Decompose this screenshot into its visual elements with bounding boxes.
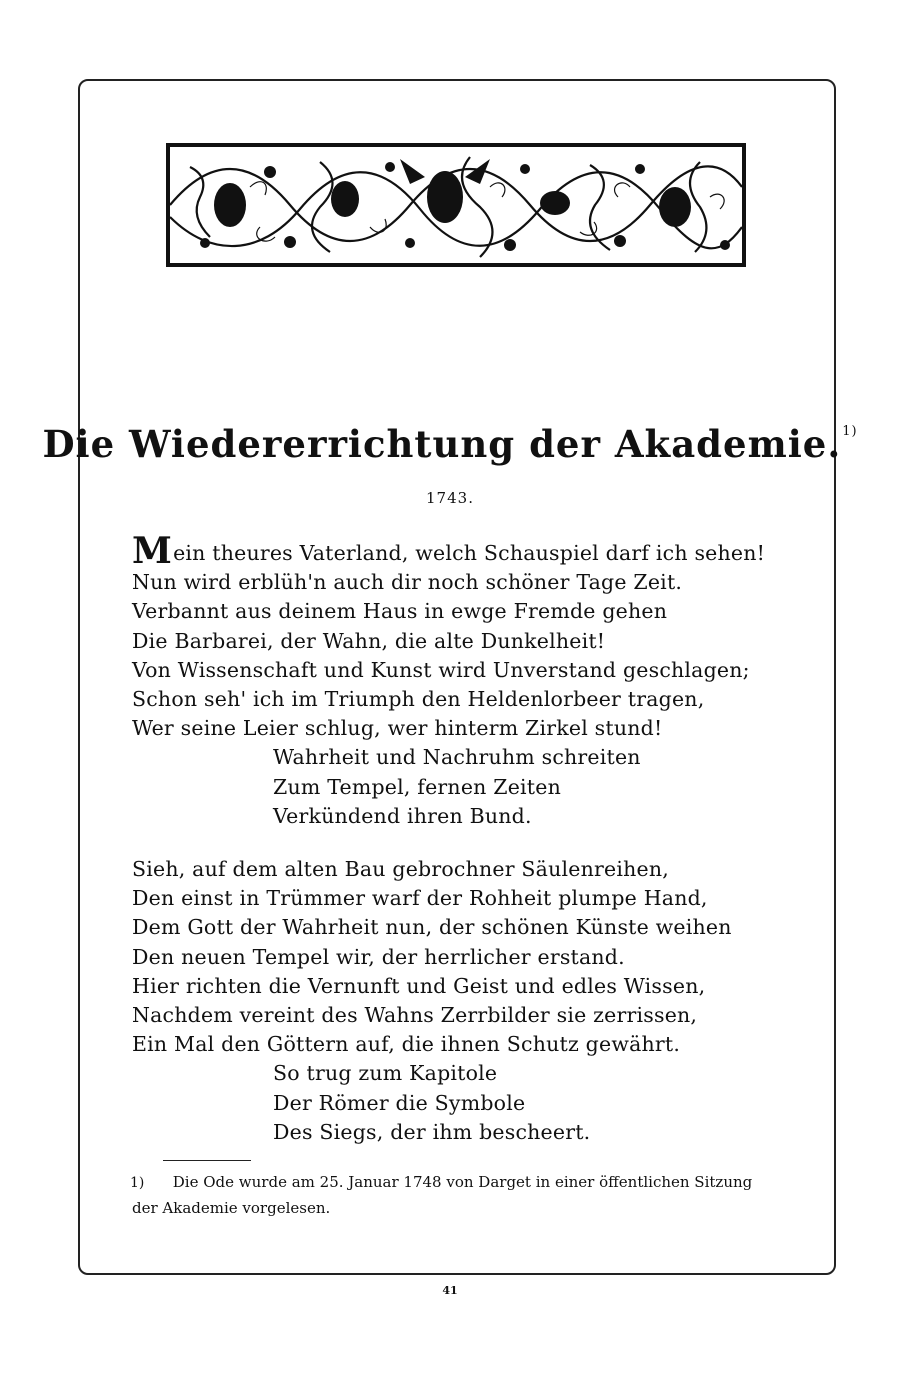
poem-title — [0, 422, 900, 466]
vine-ornament-graphic — [170, 147, 742, 263]
poem-title-text: Die Wiedererrichtung der Akademie. — [42, 422, 842, 466]
footnote-text: Die Ode wurde am 25. Januar 1748 von Darget in einer öffentlichen Sitzung der Akademie vorgelesen. — [132, 1173, 753, 1217]
verse-line-indented: Des Siegs, der ihm bescheert. — [273, 1119, 591, 1144]
verse-line: Von Wissenschaft und Kunst wird Unverstand geschlagen; — [132, 657, 750, 682]
verse-line: Sieh, auf dem alten Bau gebrochner Säulenreihen, — [132, 857, 669, 881]
verse-line: Verbannt aus deinem Haus in ewge Fremde gehen — [132, 599, 668, 624]
poem-year: 1743. — [426, 489, 474, 507]
verse-line-indented: Der Römer die Symbole — [273, 1090, 526, 1115]
verse-line-indented: Wahrheit und Nachruhm schreiten — [273, 745, 641, 770]
verse-line: Hier richten die Vernunft und Geist und edles Wissen, — [132, 973, 706, 998]
verse-line-indented: So trug zum Kapitole — [273, 1061, 498, 1086]
page-number: 41 — [442, 1284, 458, 1297]
verse-line-indented: Zum Tempel, fernen Zeiten — [273, 774, 561, 799]
verse-line: Wer seine Leier schlug, wer hinterm Zirkel stund! — [132, 716, 663, 741]
verse-line: Nun wird erblüh'n auch dir noch schöner Tage Zeit. — [132, 570, 683, 595]
footnote — [132, 1170, 782, 1221]
footnote-marker: 1) — [130, 1175, 145, 1191]
verse-line: Schon seh' ich im Triumph den Heldenlorbeer tragen, — [132, 686, 705, 711]
verse-line: Dem Gott der Wahrheit nun, der schönen Künste weihen — [132, 915, 732, 940]
verse-line: Die Barbarei, der Wahn, die alte Dunkelheit! — [132, 628, 606, 653]
verse-line: Den neuen Tempel wir, der herrlicher erstand. — [132, 944, 625, 969]
verse-line-indented: Verkündend ihren Bund. — [273, 803, 532, 828]
verse-line: Ein Mal den Göttern auf, die ihnen Schutz gewährt. — [132, 1032, 681, 1057]
stanza-2 — [132, 855, 772, 1147]
footnote-separator-rule — [163, 1160, 251, 1161]
verse-line-text: ein theures Vaterland, welch Schauspiel darf ich sehen! — [173, 541, 766, 565]
drop-cap-letter: M — [132, 530, 173, 572]
verse-line — [132, 530, 772, 572]
title-footnote-marker: 1) — [842, 424, 858, 439]
ornamental-header-illustration — [166, 143, 746, 267]
verse-line: Den einst in Trümmer warf der Rohheit plumpe Hand, — [132, 886, 708, 911]
verse-line: Nachdem vereint des Wahns Zerrbilder sie zerrissen, — [132, 1002, 698, 1027]
stanza-1 — [132, 530, 772, 831]
